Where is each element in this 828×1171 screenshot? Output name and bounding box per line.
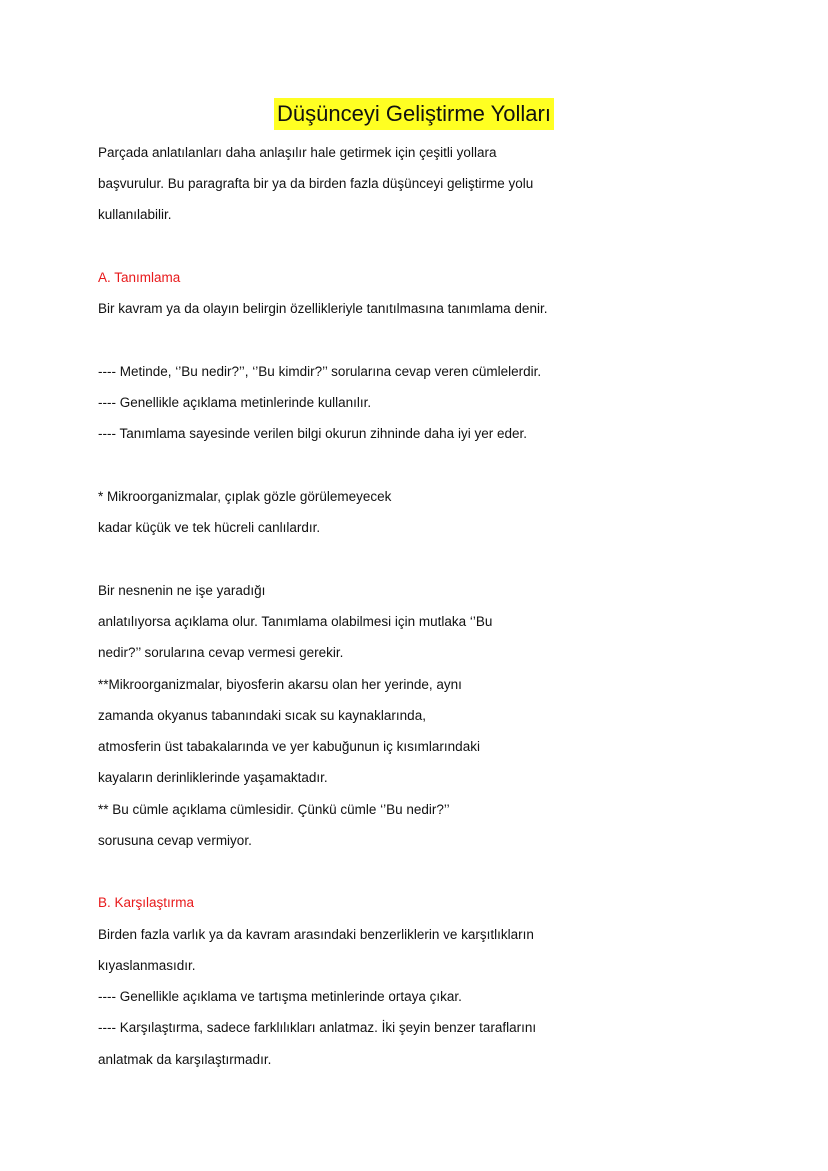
bullet-line: ---- Tanımlama sayesinde verilen bilgi okurun zihninde daha iyi yer eder. (98, 426, 527, 441)
intro-line: başvurulur. Bu paragrafta bir ya da birden fazla düşünceyi geliştirme yolu (98, 176, 534, 191)
note-line: sorusuna cevap vermiyor. (98, 833, 252, 848)
section-definition: Birden fazla varlık ya da kavram arasındaki benzerliklerin ve karşıtlıkların (98, 927, 534, 942)
note-line: ** Bu cümle açıklama cümlesidir. Çünkü cümle ‘’Bu nedir?’’ (98, 802, 450, 817)
example-line: * Mikroorganizmalar, çıplak gözle görülemeyecek (98, 489, 392, 504)
section-definition: Bir kavram ya da olayın belirgin özellikleriyle tanıtılmasına tanımlama denir. (98, 301, 548, 316)
note-line: kayaların derinliklerinde yaşamaktadır. (98, 770, 328, 785)
note-line: Bir nesnenin ne işe yaradığı (98, 583, 266, 598)
page-title: Düşünceyi Geliştirme Yolları (274, 98, 554, 130)
section-heading-tanimlama: A. Tanımlama (98, 270, 181, 285)
note-line: nedir?’’ sorularına cevap vermesi gerekir. (98, 645, 344, 660)
bullet-line: ---- Genellikle açıklama ve tartışma metinlerinde ortaya çıkar. (98, 989, 462, 1004)
bullet-line: anlatmak da karşılaştırmadır. (98, 1052, 272, 1067)
example-line: kadar küçük ve tek hücreli canlılardır. (98, 520, 321, 535)
bullet-line: ---- Karşılaştırma, sadece farklılıkları anlatmaz. İki şeyin benzer taraflarını (98, 1020, 537, 1035)
bullet-line: ---- Metinde, ‘’Bu nedir?’’, ‘’Bu kimdir?’’ sorularına cevap veren cümlelerdir. (98, 364, 542, 379)
note-line: **Mikroorganizmalar, biyosferin akarsu olan her yerinde, aynı (98, 677, 462, 692)
note-line: zamanda okyanus tabanındaki sıcak su kaynaklarında, (98, 708, 426, 723)
bullet-line: ---- Genellikle açıklama metinlerinde kullanılır. (98, 395, 372, 410)
note-line: anlatılıyorsa açıklama olur. Tanımlama olabilmesi için mutlaka ‘’Bu (98, 614, 493, 629)
section-heading-karsilastirma: B. Karşılaştırma (98, 895, 195, 910)
note-line: atmosferin üst tabakalarında ve yer kabuğunun iç kısımlarındaki (98, 739, 480, 754)
intro-line: kullanılabilir. (98, 207, 172, 222)
section-definition: kıyaslanmasıdır. (98, 958, 196, 973)
title-container (0, 98, 828, 130)
intro-line: Parçada anlatılanları daha anlaşılır hale getirmek için çeşitli yollara (98, 145, 497, 160)
